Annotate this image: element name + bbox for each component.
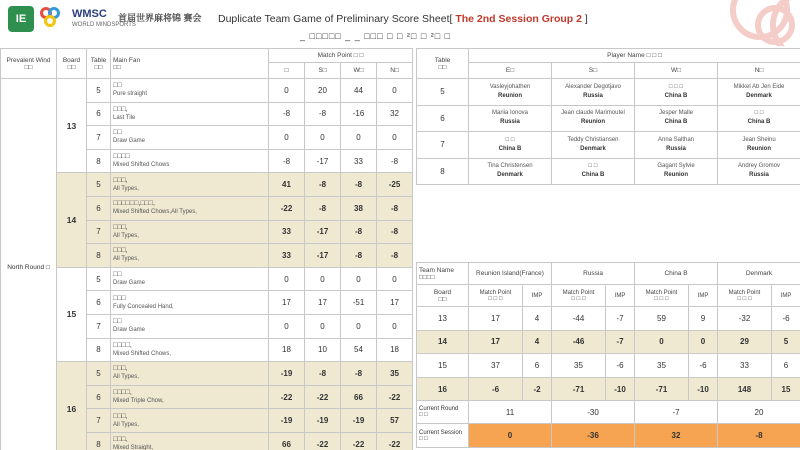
match-point-e: 33: [269, 244, 305, 268]
match-point-s: -8: [305, 196, 341, 220]
match-point-s: 0: [305, 314, 341, 338]
match-point-subheader: Match Point □ □ □: [635, 285, 689, 307]
team-reunion: Reunion Island(France): [469, 263, 552, 285]
team-china-b: China B: [635, 263, 718, 285]
player-team: Denmark: [580, 145, 606, 152]
table-number: 8: [87, 244, 111, 268]
player-cell: [718, 79, 800, 106]
player-team: Reunion: [581, 119, 605, 126]
team-board-row: [417, 354, 800, 378]
table-number: 6: [87, 385, 111, 409]
match-point-s: 20: [305, 79, 341, 103]
player-name: Mariia Ionova: [491, 110, 529, 117]
main-fan-text: All Types,: [113, 185, 139, 192]
main-fan-cjk: □□□,: [113, 223, 128, 231]
main-fan-cell: [111, 362, 269, 386]
main-fan-cjk: □□□□,: [113, 341, 132, 349]
table-number: 8: [87, 149, 111, 173]
match-point-w: 0: [341, 314, 377, 338]
table-number: 5: [87, 362, 111, 386]
team-match-point: 17: [469, 330, 523, 354]
table-number: 7: [87, 314, 111, 338]
player-team: Russia: [583, 92, 603, 99]
page-header: [0, 0, 800, 46]
north-header: N□: [377, 63, 413, 79]
ie-logo: IE: [8, 6, 34, 32]
player-name: Jean claude Marimoutel: [561, 110, 625, 117]
main-fan-cjk: □□□,: [113, 365, 128, 373]
team-imp-table: [416, 262, 800, 448]
player-west-header: W□: [635, 63, 718, 79]
team-imp: -7: [606, 330, 635, 354]
team-match-point: 33: [718, 354, 772, 378]
main-fan-cell: [111, 196, 269, 220]
match-point-n: -25: [377, 173, 413, 197]
player-name: □ □: [754, 110, 764, 117]
match-point-n: 35: [377, 362, 413, 386]
south-header: S□: [305, 63, 341, 79]
table-header: Table □□: [87, 49, 111, 79]
main-fan-text: Draw Game: [113, 280, 146, 287]
player-cell: [718, 105, 800, 132]
wmsc-brand-sub: WORLD MINDSPORTS: [72, 22, 136, 28]
player-name: Andrey Gromov: [738, 163, 781, 170]
team-imp: 6: [523, 354, 552, 378]
main-fan-cjk: □□□,: [113, 412, 128, 420]
team-imp: -6: [772, 307, 800, 331]
team-imp: 0: [689, 330, 718, 354]
table-number: 5: [87, 173, 111, 197]
match-point-e: -19: [269, 409, 305, 433]
current-round-value: 11: [469, 401, 552, 424]
team-imp: -6: [689, 354, 718, 378]
match-point-e: -8: [269, 102, 305, 126]
main-fan-text: Pure straight: [113, 91, 148, 98]
main-fan-text: All Types,: [113, 421, 139, 428]
team-imp: 6: [772, 354, 800, 378]
title-session: The 2nd Session Group 2: [455, 13, 582, 25]
wmsc-rings-logo: [40, 5, 70, 33]
player-name: □ □: [588, 163, 598, 170]
match-point-subheader: Match Point □ □ □: [552, 285, 606, 307]
player-team: China B: [664, 119, 688, 126]
player-cell: [635, 158, 718, 185]
match-point-w: 54: [341, 338, 377, 362]
match-point-w: 33: [341, 149, 377, 173]
current-round-value: 20: [718, 401, 800, 424]
team-match-point: 17: [469, 307, 523, 331]
main-fan-text: Mixed Shifted Chows: [113, 162, 170, 169]
match-point-s: -19: [305, 409, 341, 433]
player-cell: [552, 79, 635, 106]
team-board-row: [417, 377, 800, 401]
match-point-subheader: Match Point □ □ □: [718, 285, 772, 307]
players-table-header: Table □□: [417, 49, 469, 79]
team-board-number: 14: [417, 330, 469, 354]
table-number: 6: [87, 102, 111, 126]
player-east-header: E□: [469, 63, 552, 79]
match-point-w: -8: [341, 220, 377, 244]
score-sheet-table: [0, 48, 413, 450]
page-subtitle: _ □□□□□ _ _ □□□ □ □ ²□ □ ²□ □: [300, 31, 452, 41]
team-match-point: -44: [552, 307, 606, 331]
match-point-n: 0: [377, 126, 413, 150]
table-number: 7: [87, 126, 111, 150]
match-point-w: -8: [341, 173, 377, 197]
score-row: [1, 79, 413, 103]
team-match-point: -32: [718, 307, 772, 331]
score-row: [1, 173, 413, 197]
imp-subheader: IMP: [689, 285, 718, 307]
team-imp: 4: [523, 330, 552, 354]
main-fan-cjk: □□: [113, 82, 122, 90]
player-south-header: S□: [552, 63, 635, 79]
table-number: 7: [87, 409, 111, 433]
team-imp: 5: [772, 330, 800, 354]
match-point-n: 57: [377, 409, 413, 433]
main-fan-cell: [111, 267, 269, 291]
player-name: Anna Salthan: [657, 136, 695, 143]
player-cell: [469, 132, 552, 159]
main-fan-cjk: □□: [113, 271, 122, 279]
imp-subheader: IMP: [523, 285, 552, 307]
board-number: 14: [57, 173, 87, 267]
match-point-subheader: Match Point □ □ □: [469, 285, 523, 307]
table-number: 5: [87, 79, 111, 103]
match-point-s: -8: [305, 362, 341, 386]
decorative-circles: [710, 0, 800, 46]
title-text: Duplicate Team Game of Preliminary Score Sheet: [218, 13, 450, 25]
player-name: □ □: [505, 136, 515, 143]
current-round-value: -7: [635, 401, 718, 424]
match-point-e: 0: [269, 267, 305, 291]
main-fan-text: Mixed Straight,: [113, 445, 154, 450]
match-point-e: -19: [269, 362, 305, 386]
match-point-s: -8: [305, 102, 341, 126]
match-point-e: 66: [269, 432, 305, 450]
player-cell: [635, 105, 718, 132]
player-team: Denmark: [497, 172, 523, 179]
player-table-number: 8: [417, 158, 469, 185]
match-point-header: Match Point □ □: [269, 49, 413, 63]
table-number: 6: [87, 291, 111, 315]
team-imp: -6: [606, 354, 635, 378]
main-fan-text: Draw Game: [113, 138, 146, 145]
team-imp: 4: [523, 307, 552, 331]
main-fan-cell: [111, 409, 269, 433]
match-point-n: -8: [377, 220, 413, 244]
player-row: [417, 158, 800, 185]
main-fan-cjk: □□□□: [113, 153, 130, 161]
player-name: Teddy Christiansen: [567, 136, 619, 143]
board-number: 13: [57, 79, 87, 173]
current-session-label: Current Session □ □: [417, 424, 469, 448]
score-row: [1, 362, 413, 386]
team-board-row: [417, 330, 800, 354]
page-title: Duplicate Team Game of Preliminary Score Sheet[ The 2nd Session Group 2 ]: [218, 13, 588, 25]
player-cell: [552, 132, 635, 159]
team-board-number: 15: [417, 354, 469, 378]
player-team: China B: [498, 145, 522, 152]
player-team: China B: [664, 92, 688, 99]
player-team: Reunion: [747, 145, 771, 152]
match-point-n: -8: [377, 244, 413, 268]
main-fan-cell: [111, 385, 269, 409]
match-point-n: -8: [377, 149, 413, 173]
match-point-n: -22: [377, 432, 413, 450]
main-fan-cell: [111, 79, 269, 103]
match-point-n: 0: [377, 79, 413, 103]
team-match-point: 35: [635, 354, 689, 378]
event-name: 首届世界麻将锦 赛会: [118, 13, 202, 23]
main-fan-text: All Types,: [113, 256, 139, 263]
player-cell: [552, 105, 635, 132]
prevailing-wind-header: Prevalent Wind □□: [1, 49, 57, 79]
team-board-number: 16: [417, 377, 469, 401]
wmsc-brand: WMSC: [72, 8, 107, 20]
player-table-number: 7: [417, 132, 469, 159]
current-round-label: Current Round □ □: [417, 401, 469, 424]
match-point-s: 10: [305, 338, 341, 362]
player-team: Reunion: [498, 92, 522, 99]
player-cell: [469, 105, 552, 132]
match-point-s: 0: [305, 267, 341, 291]
match-point-w: 38: [341, 196, 377, 220]
match-point-s: -17: [305, 220, 341, 244]
main-fan-cell: [111, 149, 269, 173]
team-match-point: -71: [635, 377, 689, 401]
match-point-w: 44: [341, 79, 377, 103]
main-fan-cjk: □□□,: [113, 176, 128, 184]
main-fan-cjk: □□□,: [113, 105, 128, 113]
main-fan-cell: [111, 102, 269, 126]
current-session-value: 32: [635, 424, 718, 448]
player-north-header: N□: [718, 63, 800, 79]
player-cell: [469, 79, 552, 106]
match-point-w: 0: [341, 267, 377, 291]
current-session-value: 0: [469, 424, 552, 448]
main-fan-cjk: □□□□,: [113, 389, 132, 397]
main-fan-text: Mixed Triple Chow,: [113, 398, 164, 405]
main-fan-cjk: □□□: [113, 294, 126, 302]
main-fan-text: Mixed Shifted Chows,All Types,: [113, 209, 197, 216]
match-point-e: 18: [269, 338, 305, 362]
team-match-point: 29: [718, 330, 772, 354]
player-cell: [552, 158, 635, 185]
player-team: Russia: [749, 172, 769, 179]
current-session-value: -36: [552, 424, 635, 448]
player-names-table: [416, 48, 800, 185]
match-point-s: 0: [305, 126, 341, 150]
player-name: Mikkel Ab Jen Eide: [733, 83, 785, 90]
imp-subheader: IMP: [772, 285, 800, 307]
match-point-n: 0: [377, 314, 413, 338]
main-fan-header: Main Fan □□: [111, 49, 269, 79]
player-team: Russia: [666, 145, 686, 152]
team-board-row: [417, 307, 800, 331]
prevailing-wind-cell: North Round □: [1, 79, 57, 450]
match-point-s: 17: [305, 291, 341, 315]
player-name: Jesper Malle: [658, 110, 693, 117]
main-fan-text: All Types,: [113, 374, 139, 381]
match-point-n: -8: [377, 196, 413, 220]
main-fan-cell: [111, 244, 269, 268]
match-point-e: -8: [269, 149, 305, 173]
match-point-w: -16: [341, 102, 377, 126]
player-row: [417, 132, 800, 159]
match-point-s: -17: [305, 149, 341, 173]
match-point-e: 33: [269, 220, 305, 244]
match-point-w: -8: [341, 362, 377, 386]
main-fan-cjk: □□□□□□,□□□,: [113, 200, 155, 208]
match-point-w: 66: [341, 385, 377, 409]
match-point-e: -22: [269, 385, 305, 409]
main-fan-cell: [111, 432, 269, 450]
team-match-point: 0: [635, 330, 689, 354]
current-session-row: [417, 424, 800, 448]
match-point-s: -17: [305, 244, 341, 268]
team-board-header: Board □□: [417, 285, 469, 307]
board-number: 16: [57, 362, 87, 450]
team-match-point: -6: [469, 377, 523, 401]
player-cell: [718, 132, 800, 159]
player-name: Jean Sheinu: [742, 136, 776, 143]
main-fan-cjk: □□: [113, 318, 122, 326]
player-cell: [718, 158, 800, 185]
match-point-e: -22: [269, 196, 305, 220]
player-cell: [469, 158, 552, 185]
main-fan-cell: [111, 338, 269, 362]
main-fan-cell: [111, 126, 269, 150]
player-name-header: Player Name □ □ □: [469, 49, 800, 63]
player-name: □ □ □: [668, 83, 684, 90]
match-point-n: 0: [377, 267, 413, 291]
main-fan-text: Draw Game: [113, 327, 146, 334]
team-russia: Russia: [552, 263, 635, 285]
table-number: 6: [87, 196, 111, 220]
match-point-w: -8: [341, 244, 377, 268]
main-fan-text: Fully Concealed Hand,: [113, 303, 174, 310]
main-fan-cell: [111, 314, 269, 338]
team-imp: 15: [772, 377, 800, 401]
west-header: W□: [341, 63, 377, 79]
team-imp: -2: [523, 377, 552, 401]
match-point-w: 0: [341, 126, 377, 150]
match-point-w: -22: [341, 432, 377, 450]
player-name: Vasleyjohathen: [489, 83, 531, 90]
team-board-number: 13: [417, 307, 469, 331]
main-fan-text: All Types,: [113, 232, 139, 239]
board-header: Board □□: [57, 49, 87, 79]
main-fan-text: Mixed Shifted Chows,: [113, 350, 172, 357]
match-point-n: 32: [377, 102, 413, 126]
match-point-e: 0: [269, 314, 305, 338]
main-fan-cjk: □□□,: [113, 247, 128, 255]
match-point-w: -19: [341, 409, 377, 433]
player-team: Reunion: [664, 172, 688, 179]
team-imp: -10: [689, 377, 718, 401]
match-point-e: 41: [269, 173, 305, 197]
main-fan-cjk: □□□,: [113, 436, 128, 444]
main-fan-cell: [111, 220, 269, 244]
player-table-number: 6: [417, 105, 469, 132]
player-cell: [635, 79, 718, 106]
player-name: Gagant Sylvie: [657, 163, 695, 170]
team-match-point: 59: [635, 307, 689, 331]
player-team: China B: [581, 172, 605, 179]
team-match-point: -71: [552, 377, 606, 401]
player-row: [417, 79, 800, 106]
match-point-n: -22: [377, 385, 413, 409]
team-match-point: 148: [718, 377, 772, 401]
player-table-number: 5: [417, 79, 469, 106]
team-denmark: Denmark: [718, 263, 800, 285]
match-point-n: 17: [377, 291, 413, 315]
player-team: Russia: [500, 119, 520, 126]
imp-subheader: IMP: [606, 285, 635, 307]
team-match-point: -46: [552, 330, 606, 354]
match-point-w: -51: [341, 291, 377, 315]
team-name-header: Team Name □□□□: [417, 263, 469, 285]
match-point-e: 0: [269, 126, 305, 150]
table-number: 5: [87, 267, 111, 291]
player-team: Denmark: [746, 92, 772, 99]
player-row: [417, 105, 800, 132]
table-number: 8: [87, 338, 111, 362]
match-point-s: -22: [305, 385, 341, 409]
east-header: □: [269, 63, 305, 79]
board-number: 15: [57, 267, 87, 361]
player-name: Alexander Degotjavo: [565, 83, 621, 90]
player-cell: [635, 132, 718, 159]
current-round-row: [417, 401, 800, 424]
match-point-e: 0: [269, 79, 305, 103]
match-point-e: 17: [269, 291, 305, 315]
team-imp: -7: [606, 307, 635, 331]
team-match-point: 35: [552, 354, 606, 378]
player-team: China B: [747, 119, 771, 126]
table-number: 8: [87, 432, 111, 450]
team-imp: -10: [606, 377, 635, 401]
main-fan-cell: [111, 173, 269, 197]
table-number: 7: [87, 220, 111, 244]
match-point-s: -22: [305, 432, 341, 450]
main-fan-text: Last Tile: [113, 114, 136, 121]
current-round-value: -30: [552, 401, 635, 424]
team-imp: 9: [689, 307, 718, 331]
main-fan-cell: [111, 291, 269, 315]
team-match-point: 37: [469, 354, 523, 378]
player-name: Tina Christensen: [487, 163, 533, 170]
match-point-s: -8: [305, 173, 341, 197]
main-fan-cjk: □□: [113, 129, 122, 137]
score-row: [1, 267, 413, 291]
match-point-n: 18: [377, 338, 413, 362]
current-session-value: -8: [718, 424, 800, 448]
